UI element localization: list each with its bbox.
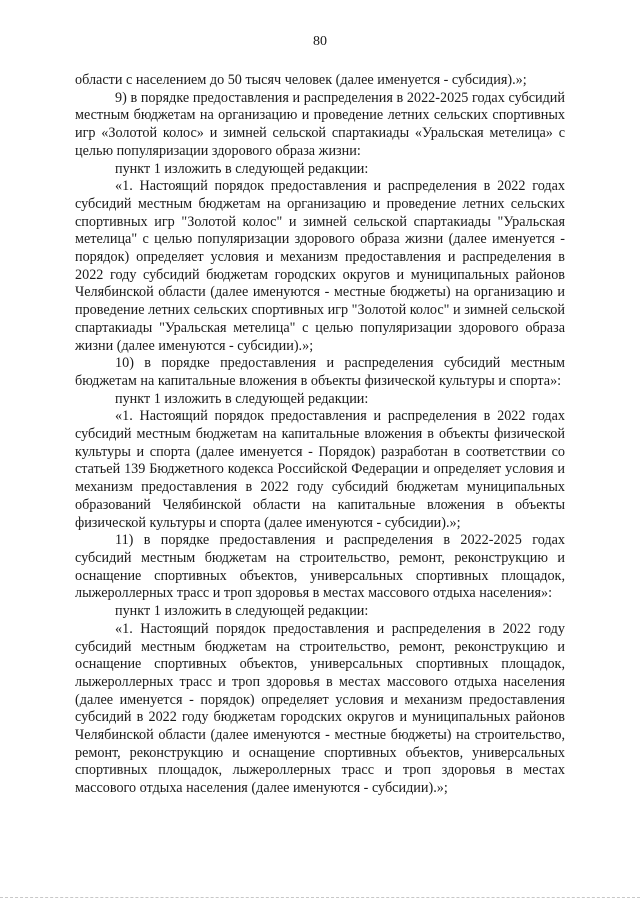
paragraph-quote: «1. Настоящий порядок предоставления и распределения в 2022 годах субсидий местным бюджетам на капитальные вложения в объекты физической культуры и спорта (далее именуется - Порядок) разработан в соответствии со статьей 139 Бюджетного кодекса Российской Федерации и определяет условия и механизм предоставления в 2022 году субсидий бюджетам муниципальных образований Челябинской области на капитальные вложения в объекты физической культуры и спорта (далее именуются - субсидии).»; — [75, 408, 565, 531]
paragraph-item-11: 11) в порядке предоставления и распределения в 2022-2025 годах субсидий местным бюджетам на строительство, ремонт, реконструкцию и оснащение спортивных объектов, универсальных спортивных площадок, лыжероллерных трасс и троп здоровья в местах массового отдыха населения»: — [75, 532, 565, 602]
paragraph-item-10: 10) в порядке предоставления и распределения субсидий местным бюджетам на капитальные вложения в объекты физической культуры и спорта»: — [75, 355, 565, 389]
paragraph-item-9: 9) в порядке предоставления и распределения в 2022-2025 годах субсидий местным бюджетам на организацию и проведение летних сельских спортивных игр «Золотой колос» и зимней сельской спартакиады «Уральская метелица» с целью популяризации здорового образа жизни: — [75, 89, 565, 159]
paragraph-quote: «1. Настоящий порядок предоставления и распределения в 2022 годах субсидий местным бюджетам на организацию и проведение летних сельских спортивных игр "Золотой колос" и зимней сельской спартакиады "Уральская метелица" с целью популяризации здорового образа жизни (далее именуется - порядок) определяет условия и механизм предоставления и распределения в 2022 году субсидий бюджетам городских округов и муниципальных районов Челябинской области (далее именуются - местные бюджеты) на организацию и проведение летних сельских спортивных игр "Золотой колос" и зимней сельской спартакиады "Уральская метелица" с целью популяризации здорового образа жизни (далее именуются - субсидии).»; — [75, 178, 565, 354]
paragraph-instruction: пункт 1 изложить в следующей редакции: — [115, 603, 369, 620]
page-bottom-edge — [0, 897, 640, 898]
paragraph-quote: «1. Настоящий порядок предоставления и распределения в 2022 году субсидий местным бюджетам на строительство, ремонт, реконструкцию и оснащение спортивных объектов, универсальных спортивных площадок, лыжероллерных трасс и троп здоровья в местах массового отдыха населения (далее именуется - порядок) определяет условия и механизм предоставления субсидий в 2022 году бюджетам городских округов и муниципальных районов Челябинской области (далее именуются - местные бюджеты) на строительство, ремонт, реконструкцию и оснащение спортивных объектов, универсальных спортивных площадок, лыжероллерных трасс и троп здоровья в местах массового отдыха населения (далее именуются - субсидии).»; — [75, 620, 565, 797]
paragraph-continuation: области с населением до 50 тысяч человек (далее именуется - субсидия).»; — [75, 72, 527, 88]
paragraph-instruction: пункт 1 изложить в следующей редакции: — [115, 160, 369, 177]
document-body — [75, 72, 565, 798]
page-number: 80 — [313, 34, 327, 49]
paragraph-instruction: пункт 1 изложить в следующей редакции: — [115, 390, 369, 407]
